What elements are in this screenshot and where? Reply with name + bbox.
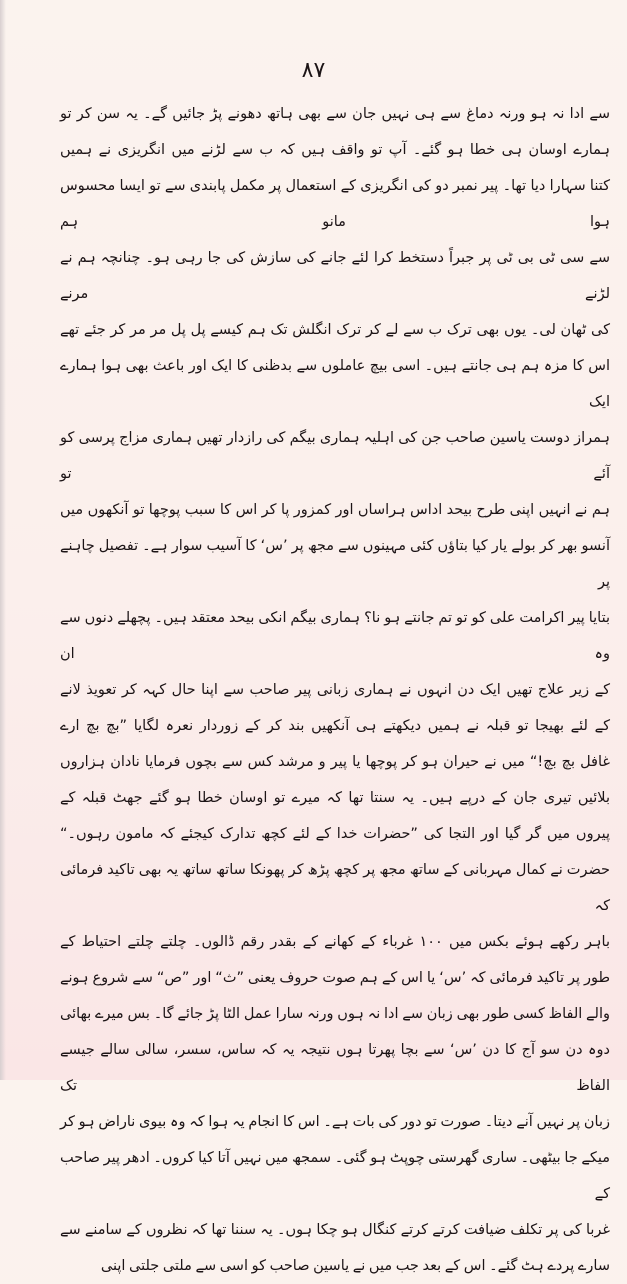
- text-line: پیروں میں گر گیا اور التجا کی ”حضرات خدا کے لئے کچھ تدارک کیجئے کہ مامون رہوں۔“: [60, 826, 610, 842]
- text-line: والے الفاظ کسی طور بھی زبان سے ادا نہ ہوں ورنہ سارا عمل الٹا پڑ جائے گا۔ بس میرے بھائی: [60, 1006, 610, 1022]
- text-line: کتنا سہارا دیا تھا۔ پیر نمبر دو کی انگریزی کے استعمال پر مکمل پابندی سے تو ایسا محسوس ہوا مانو ہم: [60, 178, 610, 230]
- text-line: اس کا مزہ ہم ہی جانتے ہیں۔ اسی بیچ عاملوں سے بدظنی کا ایک اور باعث بھی ہوا ہمارے ایک: [60, 358, 610, 410]
- text-line: کے لئے بھیجا تو قبلہ نے ہمیں دیکھتے ہی آنکھیں بند کر کے زوردار نعرہ لگایا ”بچ بچ ارے: [60, 718, 610, 734]
- text-line: زبان پر نہیں آنے دیتا۔ صورت تو دور کی بات ہے۔ اس کا انجام یہ ہوا کہ وہ بیوی ناراض ہو کر: [60, 1114, 610, 1130]
- text-line: کی ٹھان لی۔ یوں بھی ترک ب سے لے کر ترک انگلش تک ہم کیسے پل پل مر مر کر جئے تھے: [60, 322, 610, 338]
- text-line: غربا کی پر تکلف ضیافت کرتے کرتے کنگال ہو چکا ہوں۔ یہ سننا تھا کہ نظروں کے سامنے سے: [60, 1222, 610, 1238]
- text-line: آنسو بھر کر بولے یار کیا بتاؤں کئی مہینوں سے مجھ پر ’س‘ کا آسیب سوار ہے۔ تفصیل چاہنے پر: [60, 538, 610, 590]
- text-line: دوہ دن سو آج کا دن ’س‘ سے بچا پھرتا ہوں نتیجہ یہ کہ ساس، سسر، سالی سالے جیسے الفاظ تک: [60, 1042, 610, 1094]
- text-line: سے ادا نہ ہو ورنہ دماغ سے ہی نہیں جان سے بھی ہاتھ دھونے پڑ جائیں گے۔ یہ سن کر تو: [60, 106, 610, 122]
- text-line: ہمارے اوسان ہی خطا ہو گئے۔ آپ تو واقف ہیں کہ ب سے لڑنے میں انگریزی نے ہمیں: [60, 142, 610, 158]
- page-number: ۸۷: [301, 58, 326, 83]
- text-line: حضرت نے کمال مہربانی کے ساتھ مجھ پر کچھ پڑھ کر پھونکا ساتھ ساتھ یہ بھی تاکید فرمائی کہ: [60, 862, 610, 914]
- text-line: بلائیں تیری جان کے درپے ہیں۔ یہ سنتا تھا کہ میرے تو اوسان خطا ہو گئے جھٹ قبلہ کے: [60, 790, 610, 806]
- text-line: کے زیر علاج تھیں ایک دن انہوں نے ہماری زبانی پیر صاحب سے اپنا حال کہہ کر تعویذ لانے: [60, 682, 610, 698]
- text-line: میکے جا بیٹھی۔ ساری گھرستی چوپٹ ہو گئی۔ سمجھ میں نہیں آتا کیا کروں۔ ادھر پیر صاحب کے: [60, 1150, 610, 1202]
- page-edge-shadow: [0, 0, 6, 1080]
- text-line: بتایا پیر اکرامت علی کو تو تم جانتے ہو نا؟ ہماری بیگم انکی بیحد معتقد ہیں۔ پچھلے دنوں سے وہ ان: [60, 610, 610, 662]
- text-line: طور پر تاکید فرمائی کہ ’س‘ یا اس کے ہم صوت حروف یعنی ”ث“ اور ”ص“ سے شروع ہونے: [60, 970, 610, 986]
- text-line: ہمراز دوست یاسین صاحب جن کی اہلیہ ہماری بیگم کی رازدار تھیں ہماری مزاج پرسی کو آئے تو: [60, 430, 610, 482]
- body-text: [60, 96, 610, 1284]
- text-line: ہم نے انہیں اپنی طرح بیحد اداس ہراساں اور کمزور پا کر اس کا سبب پوچھا تو آنکھوں میں: [60, 502, 610, 518]
- text-line: سے سی ٹی بی ٹی پر جبراً دستخط کرا لئے جانے کی سازش کی جا رہی ہو۔ چنانچہ ہم نے لڑنے مرنے: [60, 250, 610, 302]
- text-line: باہر رکھے ہوئے بکس میں ۱۰۰ غرباء کے کھانے کے بقدر رقم ڈالوں۔ چلتے چلتے احتیاط کے: [60, 934, 610, 950]
- text-line: سارے پردے ہٹ گئے۔ اس کے بعد جب میں نے یاسین صاحب کو اسی سے ملتی جلتی اپنی: [100, 1258, 610, 1274]
- text-line: غافل بچ بچ!“ میں نے حیران ہو کر پوچھا یا پیر و مرشد کس سے بچوں فرمایا نادان ہزاروں: [60, 754, 610, 770]
